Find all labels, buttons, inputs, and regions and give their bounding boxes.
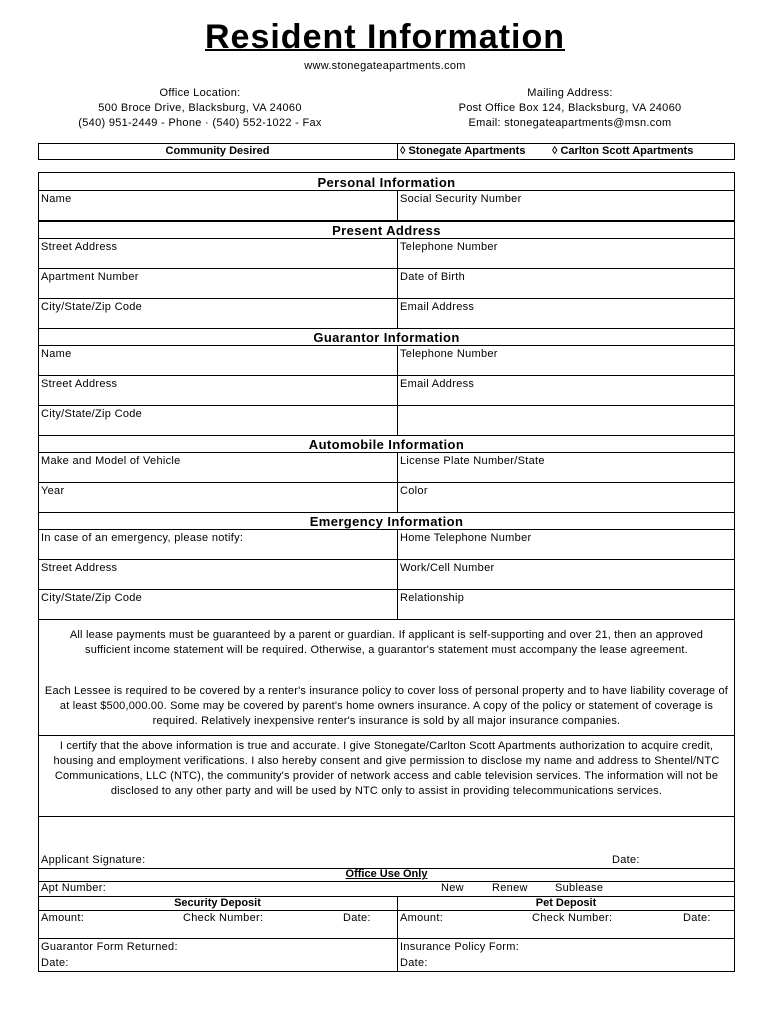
present-header: Present Address bbox=[332, 223, 441, 238]
carlton-scott-option[interactable]: ◊ Carlton Scott Apartments bbox=[552, 145, 694, 157]
guarantor-name-field[interactable]: Name bbox=[41, 348, 72, 360]
guarantor-form-returned-field[interactable]: Guarantor Form Returned: bbox=[41, 941, 178, 953]
mailing-address bbox=[420, 86, 720, 131]
divider bbox=[38, 238, 735, 239]
security-amount-field[interactable]: Amount: bbox=[41, 912, 85, 924]
emergency-city-field[interactable]: City/State/Zip Code bbox=[41, 592, 143, 604]
divider bbox=[38, 589, 735, 590]
office-phones: (540) 951-2449 - Phone · (540) 552-1022 - Fax bbox=[78, 117, 322, 129]
work-cell-field[interactable]: Work/Cell Number bbox=[400, 562, 495, 574]
emergency-header: Emergency Information bbox=[309, 514, 464, 529]
divider bbox=[397, 345, 398, 435]
applicant-signature-field[interactable]: Applicant Signature: bbox=[41, 854, 146, 866]
vehicle-field[interactable]: Make and Model of Vehicle bbox=[41, 455, 181, 467]
divider bbox=[38, 298, 735, 299]
year-field[interactable]: Year bbox=[41, 485, 65, 497]
divider bbox=[38, 190, 735, 191]
divider bbox=[397, 529, 398, 619]
pet-deposit-header: Pet Deposit bbox=[535, 897, 597, 909]
telephone-field[interactable]: Telephone Number bbox=[400, 241, 498, 253]
divider bbox=[38, 559, 735, 560]
divider bbox=[38, 910, 735, 911]
divider bbox=[397, 143, 398, 160]
date-of-birth-field[interactable]: Date of Birth bbox=[400, 271, 466, 283]
office-address: 500 Broce Drive, Blacksburg, VA 24060 bbox=[98, 102, 302, 114]
website: www.stonegateapartments.com bbox=[304, 60, 466, 72]
title-wrap bbox=[0, 18, 770, 57]
divider bbox=[38, 405, 735, 406]
divider bbox=[38, 345, 735, 346]
insurance-text: Each Lessee is required to be covered by a renter's insurance policy to cover loss of personal property and to have liability coverage of at least $500,000.00. Some may be covered by parent's home owners insurance. A copy of the policy or statement of coverage is required. Relatively inexpensive renter's insurance is sold by all major insurance companies. bbox=[44, 685, 729, 727]
home-telephone-field[interactable]: Home Telephone Number bbox=[400, 532, 532, 544]
divider bbox=[38, 512, 735, 513]
guarantor-form-date-field[interactable]: Date: bbox=[41, 957, 69, 969]
pet-date-field[interactable]: Date: bbox=[683, 912, 711, 924]
divider bbox=[397, 238, 398, 328]
divider bbox=[38, 375, 735, 376]
divider bbox=[38, 735, 735, 736]
new-option[interactable]: New bbox=[441, 882, 464, 894]
emergency-contact-field[interactable]: In case of an emergency, please notify: bbox=[41, 532, 244, 544]
divider bbox=[38, 881, 735, 882]
insurance-form-date-field[interactable]: Date: bbox=[400, 957, 428, 969]
guarantor-header: Guarantor Information bbox=[313, 330, 460, 345]
signature-date-field[interactable]: Date: bbox=[612, 854, 640, 866]
emergency-street-field[interactable]: Street Address bbox=[41, 562, 118, 574]
divider bbox=[38, 938, 735, 939]
mailing-email: Email: stonegateapartments@msn.com bbox=[468, 117, 672, 129]
divider bbox=[38, 328, 735, 329]
name-field[interactable]: Name bbox=[41, 193, 72, 205]
guarantor-street-field[interactable]: Street Address bbox=[41, 378, 118, 390]
security-deposit-header: Security Deposit bbox=[174, 897, 261, 909]
stonegate-option[interactable]: ◊ Stonegate Apartments bbox=[400, 145, 526, 157]
pet-check-number-field[interactable]: Check Number: bbox=[532, 912, 613, 924]
office-location bbox=[60, 86, 340, 131]
license-plate-field[interactable]: License Plate Number/State bbox=[400, 455, 545, 467]
email-field[interactable]: Email Address bbox=[400, 301, 475, 313]
main-form-box bbox=[38, 172, 735, 972]
lease-guarantee-text: All lease payments must be guaranteed by a parent or guardian. If applicant is self-supporting and over 21, then an approved sufficient income statement will be required. Otherwise, a guarantor's statement must accompany the lease agreement. bbox=[69, 629, 704, 656]
divider bbox=[38, 435, 735, 436]
mailing-heading: Mailing Address: bbox=[527, 87, 613, 99]
security-check-number-field[interactable]: Check Number: bbox=[183, 912, 264, 924]
guarantor-email-field[interactable]: Email Address bbox=[400, 378, 475, 390]
color-field[interactable]: Color bbox=[400, 485, 428, 497]
divider bbox=[38, 482, 735, 483]
pet-amount-field[interactable]: Amount: bbox=[400, 912, 444, 924]
street-address-field[interactable]: Street Address bbox=[41, 241, 118, 253]
guarantor-telephone-field[interactable]: Telephone Number bbox=[400, 348, 498, 360]
automobile-header: Automobile Information bbox=[308, 437, 465, 452]
certification-text: I certify that the above information is true and accurate. I give Stonegate/Carlton Scott Apartments authorization to acquire credit, housing and employment verifications. I also hereby consent and give permission to disclose my name and address to Shentel/NTC Communications, LLC (NTC), the community's provider of network access and cable television services. The information will not be disclosed to any other party and will be used by NTC only to assist in providing telecommunications services. bbox=[53, 740, 720, 797]
personal-header: Personal Information bbox=[317, 175, 456, 190]
community-label: Community Desired bbox=[165, 145, 270, 157]
page-title: Resident Information bbox=[204, 18, 566, 56]
divider bbox=[38, 220, 735, 222]
divider bbox=[38, 268, 735, 269]
guarantor-city-field[interactable]: City/State/Zip Code bbox=[41, 408, 143, 420]
divider bbox=[397, 190, 398, 220]
relationship-field[interactable]: Relationship bbox=[400, 592, 465, 604]
ssn-field[interactable]: Social Security Number bbox=[400, 193, 522, 205]
divider bbox=[38, 619, 735, 620]
office-heading: Office Location: bbox=[159, 87, 241, 99]
mailing-address-line: Post Office Box 124, Blacksburg, VA 24060 bbox=[458, 102, 682, 114]
office-use-header: Office Use Only bbox=[345, 868, 428, 880]
divider bbox=[38, 529, 735, 530]
apt-number-field[interactable]: Apt Number: bbox=[41, 882, 107, 894]
sublease-option[interactable]: Sublease bbox=[555, 882, 604, 894]
divider bbox=[38, 816, 735, 817]
insurance-policy-form-field[interactable]: Insurance Policy Form: bbox=[400, 941, 520, 953]
renew-option[interactable]: Renew bbox=[492, 882, 528, 894]
security-date-field[interactable]: Date: bbox=[343, 912, 371, 924]
divider bbox=[38, 452, 735, 453]
city-state-zip-field[interactable]: City/State/Zip Code bbox=[41, 301, 143, 313]
apartment-number-field[interactable]: Apartment Number bbox=[41, 271, 139, 283]
